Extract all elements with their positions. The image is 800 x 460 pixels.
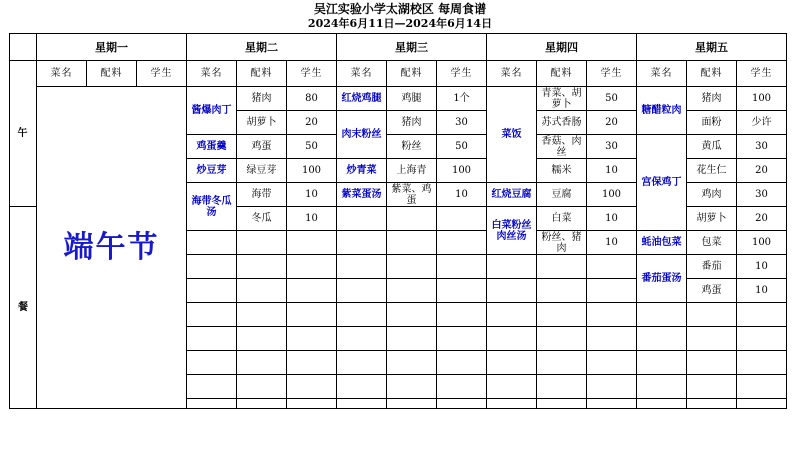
amount: 1个 [437, 87, 487, 111]
dish-name: 糖醋粒肉 [637, 87, 687, 135]
amount: 100 [737, 87, 787, 111]
dish-name: 蚝油包菜 [637, 231, 687, 255]
day-header-tue: 星期二 [187, 34, 337, 61]
day-header-thu: 星期四 [487, 34, 637, 61]
amount: 30 [437, 111, 487, 135]
empty-cell [287, 279, 337, 303]
empty-cell [437, 255, 487, 279]
empty-cell [187, 231, 237, 255]
ingredient: 冬瓜 [237, 207, 287, 231]
empty-cell [537, 279, 587, 303]
dish-name: 鸡蛋羹 [187, 135, 237, 159]
amount: 30 [737, 183, 787, 207]
day-header-wed: 星期三 [337, 34, 487, 61]
empty-cell [237, 255, 287, 279]
empty-cell [487, 255, 537, 279]
meal-label-top: 午 [10, 61, 37, 207]
ingredient: 花生仁 [687, 159, 737, 183]
dish-name: 红烧鸡腿 [337, 87, 387, 111]
amount: 30 [737, 135, 787, 159]
empty-cell [237, 279, 287, 303]
amount: 10 [287, 183, 337, 207]
ingredient: 粉丝、猪肉 [537, 231, 587, 255]
amount: 20 [737, 207, 787, 231]
amount: 100 [287, 159, 337, 183]
empty-cell [237, 231, 287, 255]
empty-cell [387, 279, 437, 303]
ingredient: 糯米 [537, 159, 587, 183]
ingredient: 鸡蛋 [237, 135, 287, 159]
amount: 10 [737, 279, 787, 303]
empty-cell [587, 279, 637, 303]
empty-cell [487, 279, 537, 303]
empty-cell [437, 207, 487, 231]
col-ingredient: 配料 [687, 61, 737, 87]
ingredient: 面粉 [687, 111, 737, 135]
col-amount: 学生 [287, 61, 337, 87]
ingredient: 番茄 [687, 255, 737, 279]
col-ingredient: 配料 [387, 61, 437, 87]
empty-cell [287, 231, 337, 255]
col-dish: 菜名 [487, 61, 537, 87]
table-row [10, 87, 787, 111]
ingredient: 包菜 [687, 231, 737, 255]
ingredient: 粉丝 [387, 135, 437, 159]
ingredient: 上海青 [387, 159, 437, 183]
dish-name: 肉末粉丝 [337, 111, 387, 159]
dish-name: 海带冬瓜汤 [187, 183, 237, 231]
amount: 50 [437, 135, 487, 159]
ingredient: 猪肉 [687, 87, 737, 111]
day-header-mon: 星期一 [37, 34, 187, 61]
date-range: 2024年6月11日—2024年6月14日 [307, 17, 493, 30]
amount: 10 [587, 207, 637, 231]
empty-cell [337, 231, 387, 255]
amount: 10 [587, 159, 637, 183]
dish-name: 炒豆芽 [187, 159, 237, 183]
column-header-row [10, 61, 787, 87]
dish-name: 番茄蛋汤 [637, 255, 687, 303]
amount: 50 [587, 87, 637, 111]
empty-cell [337, 279, 387, 303]
col-ingredient: 配料 [237, 61, 287, 87]
ingredient: 香菇、肉丝 [537, 135, 587, 159]
empty-cell [437, 231, 487, 255]
amount: 10 [587, 231, 637, 255]
day-header-row [10, 34, 787, 61]
corner-cell [10, 34, 37, 61]
empty-cell [187, 279, 237, 303]
col-amount: 学生 [587, 61, 637, 87]
ingredient: 鸡肉 [687, 183, 737, 207]
dish-name: 紫菜蛋汤 [337, 183, 387, 207]
ingredient: 绿豆芽 [237, 159, 287, 183]
amount: 20 [287, 111, 337, 135]
ingredient: 胡萝卜 [687, 207, 737, 231]
holiday-cell [37, 87, 187, 409]
dish-name: 酱爆肉丁 [187, 87, 237, 135]
amount: 50 [287, 135, 337, 159]
empty-cell [437, 279, 487, 303]
meal-label-bottom: 餐 [10, 207, 37, 409]
dish-name: 炒青菜 [337, 159, 387, 183]
holiday-label: 端午节 [63, 229, 160, 265]
amount: 80 [287, 87, 337, 111]
col-amount: 学生 [137, 61, 187, 87]
dish-name: 白菜粉丝肉丝汤 [487, 207, 537, 255]
ingredient: 胡萝卜 [237, 111, 287, 135]
col-ingredient: 配料 [537, 61, 587, 87]
empty-cell [187, 255, 237, 279]
empty-cell [337, 207, 387, 231]
weekly-menu-table [9, 33, 787, 409]
ingredient: 紫菜、鸡蛋 [387, 183, 437, 207]
ingredient: 猪肉 [237, 87, 287, 111]
ingredient: 猪肉 [387, 111, 437, 135]
empty-cell [387, 207, 437, 231]
col-dish: 菜名 [187, 61, 237, 87]
amount: 10 [437, 183, 487, 207]
ingredient: 鸡腿 [387, 87, 437, 111]
empty-cell [387, 255, 437, 279]
col-ingredient: 配料 [87, 61, 137, 87]
dish-name: 宫保鸡丁 [637, 135, 687, 231]
ingredient: 豆腐 [537, 183, 587, 207]
dish-name: 红烧豆腐 [487, 183, 537, 207]
amount: 20 [587, 111, 637, 135]
empty-cell [387, 231, 437, 255]
col-dish: 菜名 [337, 61, 387, 87]
amount: 100 [737, 231, 787, 255]
amount: 20 [737, 159, 787, 183]
ingredient: 鸡蛋 [687, 279, 737, 303]
empty-cell [337, 255, 387, 279]
ingredient: 苏式香肠 [537, 111, 587, 135]
col-amount: 学生 [737, 61, 787, 87]
ingredient: 黄瓜 [687, 135, 737, 159]
dish-name: 菜饭 [487, 87, 537, 183]
sheet-title: 吴江实验小学太湖校区 每周食谱 [313, 2, 487, 16]
day-header-fri: 星期五 [637, 34, 787, 61]
amount: 100 [587, 183, 637, 207]
col-dish: 菜名 [37, 61, 87, 87]
empty-cell [287, 255, 337, 279]
col-amount: 学生 [437, 61, 487, 87]
amount: 100 [437, 159, 487, 183]
ingredient: 海带 [237, 183, 287, 207]
ingredient: 青菜、胡萝卜 [537, 87, 587, 111]
amount: 10 [287, 207, 337, 231]
amount: 10 [737, 255, 787, 279]
amount: 少许 [737, 111, 787, 135]
ingredient: 白菜 [537, 207, 587, 231]
empty-cell [587, 255, 637, 279]
amount: 30 [587, 135, 637, 159]
col-dish: 菜名 [637, 61, 687, 87]
empty-cell [537, 255, 587, 279]
